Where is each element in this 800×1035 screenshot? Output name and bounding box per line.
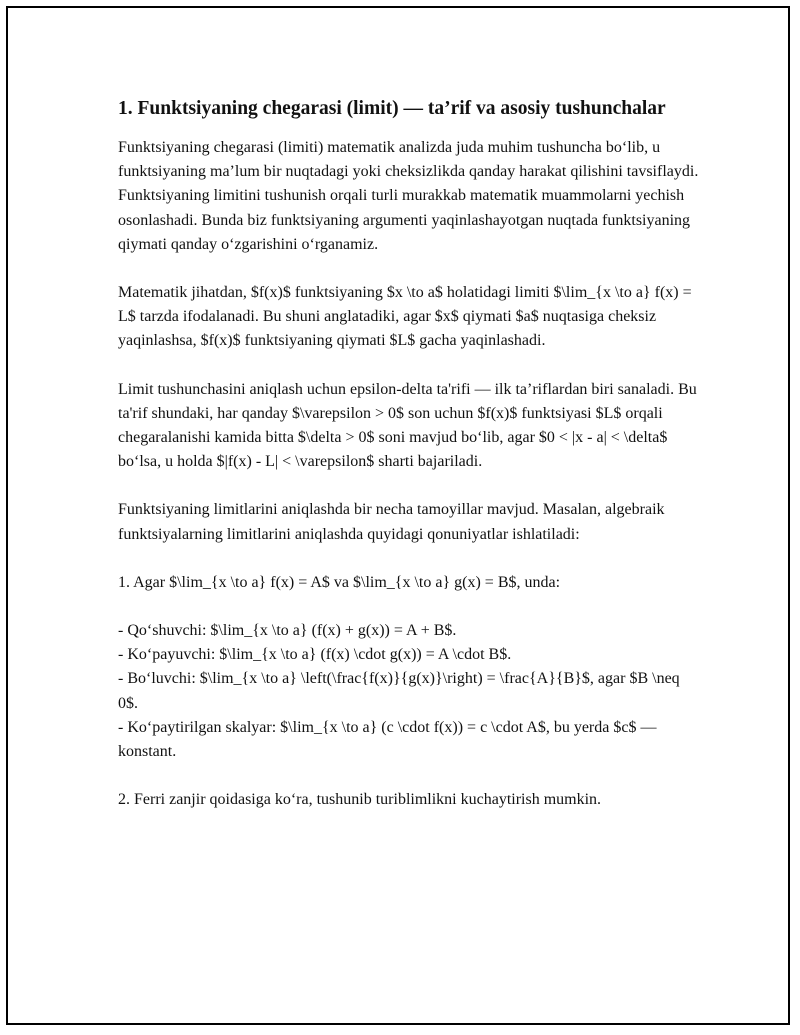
paragraph-principles: Funktsiyaning limitlarini aniqlashda bir necha tamoyillar mavjud. Masalan, algebraik funktsiyalarning limitlarini aniqlashda quyidagi qonuniyatlar ishlatiladi: (118, 501, 665, 543)
list-item: - Ko‘payuvchi: $\lim_{x \to a} (f(x) \cdot g(x)) = A \cdot B$. (118, 646, 512, 664)
paragraph-rule-premise: 1. Agar $\lim_{x \to a} f(x) = A$ va $\lim_{x \to a} g(x) = B$, unda: (118, 573, 561, 591)
paragraph-epsilon-delta: Limit tushunchasini aniqlash uchun epsilon-delta ta'rifi — ilk ta’riflardan biri sanaladi. Bu ta'rif shundaki, har qanday $\varepsilon > 0$ son uchun $f(x)$ funktsiyasi $L$ orqali chegaralanishi kamida bitta $\delta > 0$ soni mavjud bo‘lib, agar $0 < |x - a| < \delta$ bo‘lsa, u holda $|f(x) - L| < \varepsilon$ sharti bajariladi. (118, 380, 697, 471)
paragraph-intro: Funktsiyaning chegarasi (limiti) matematik analizda juda muhim tushuncha bo‘lib, u funktsiyaning ma’lum bir nuqtadagi yoki cheksizlikda qanday harakat qilishini tavsiflaydi. Funktsiyaning limitini tushunish orqali turli murakkab matematik muammolarni yechish osonlashadi. Bunda biz funktsiyaning argumenti yaqinlashayotgan nuqtada funktsiyaning qiymati qanday o‘zgarishini o‘rganamiz. (118, 139, 699, 253)
list-item: - Ko‘paytirilgan skalyar: $\lim_{x \to a} (c \cdot f(x)) = c \cdot A$, bu yerda $c$ — konstant. (118, 718, 657, 761)
paragraph-chain-rule: 2. Ferri zanjir qoidasiga ko‘ra, tushunib turiblimlikni kuchaytirish mumkin. (118, 791, 602, 809)
limit-rules-list (118, 619, 703, 764)
document-body (118, 96, 703, 836)
section-heading: 1. Funktsiyaning chegarasi (limit) — ta’rif va asosiy tushunchalar (118, 98, 666, 119)
paragraph-math-definition: Matematik jihatdan, $f(x)$ funktsiyaning $x \to a$ holatidagi limiti $\lim_{x \to a} f(x) = L$ tarzda ifodalanadi. Bu shuni anglatadiki, agar $x$ qiymati $a$ nuqtasiga cheksiz yaqinlashsa, $f(x)$ funktsiyaning qiymati $L$ gacha yaqinlashadi. (118, 284, 692, 350)
list-item: - Bo‘luvchi: $\lim_{x \to a} \left(\frac{f(x)}{g(x)}\right) = \frac{A}{B}$, agar $B \neq 0$. (118, 670, 680, 712)
list-item: - Qo‘shuvchi: $\lim_{x \to a} (f(x) + g(x)) = A + B$. (118, 622, 457, 640)
